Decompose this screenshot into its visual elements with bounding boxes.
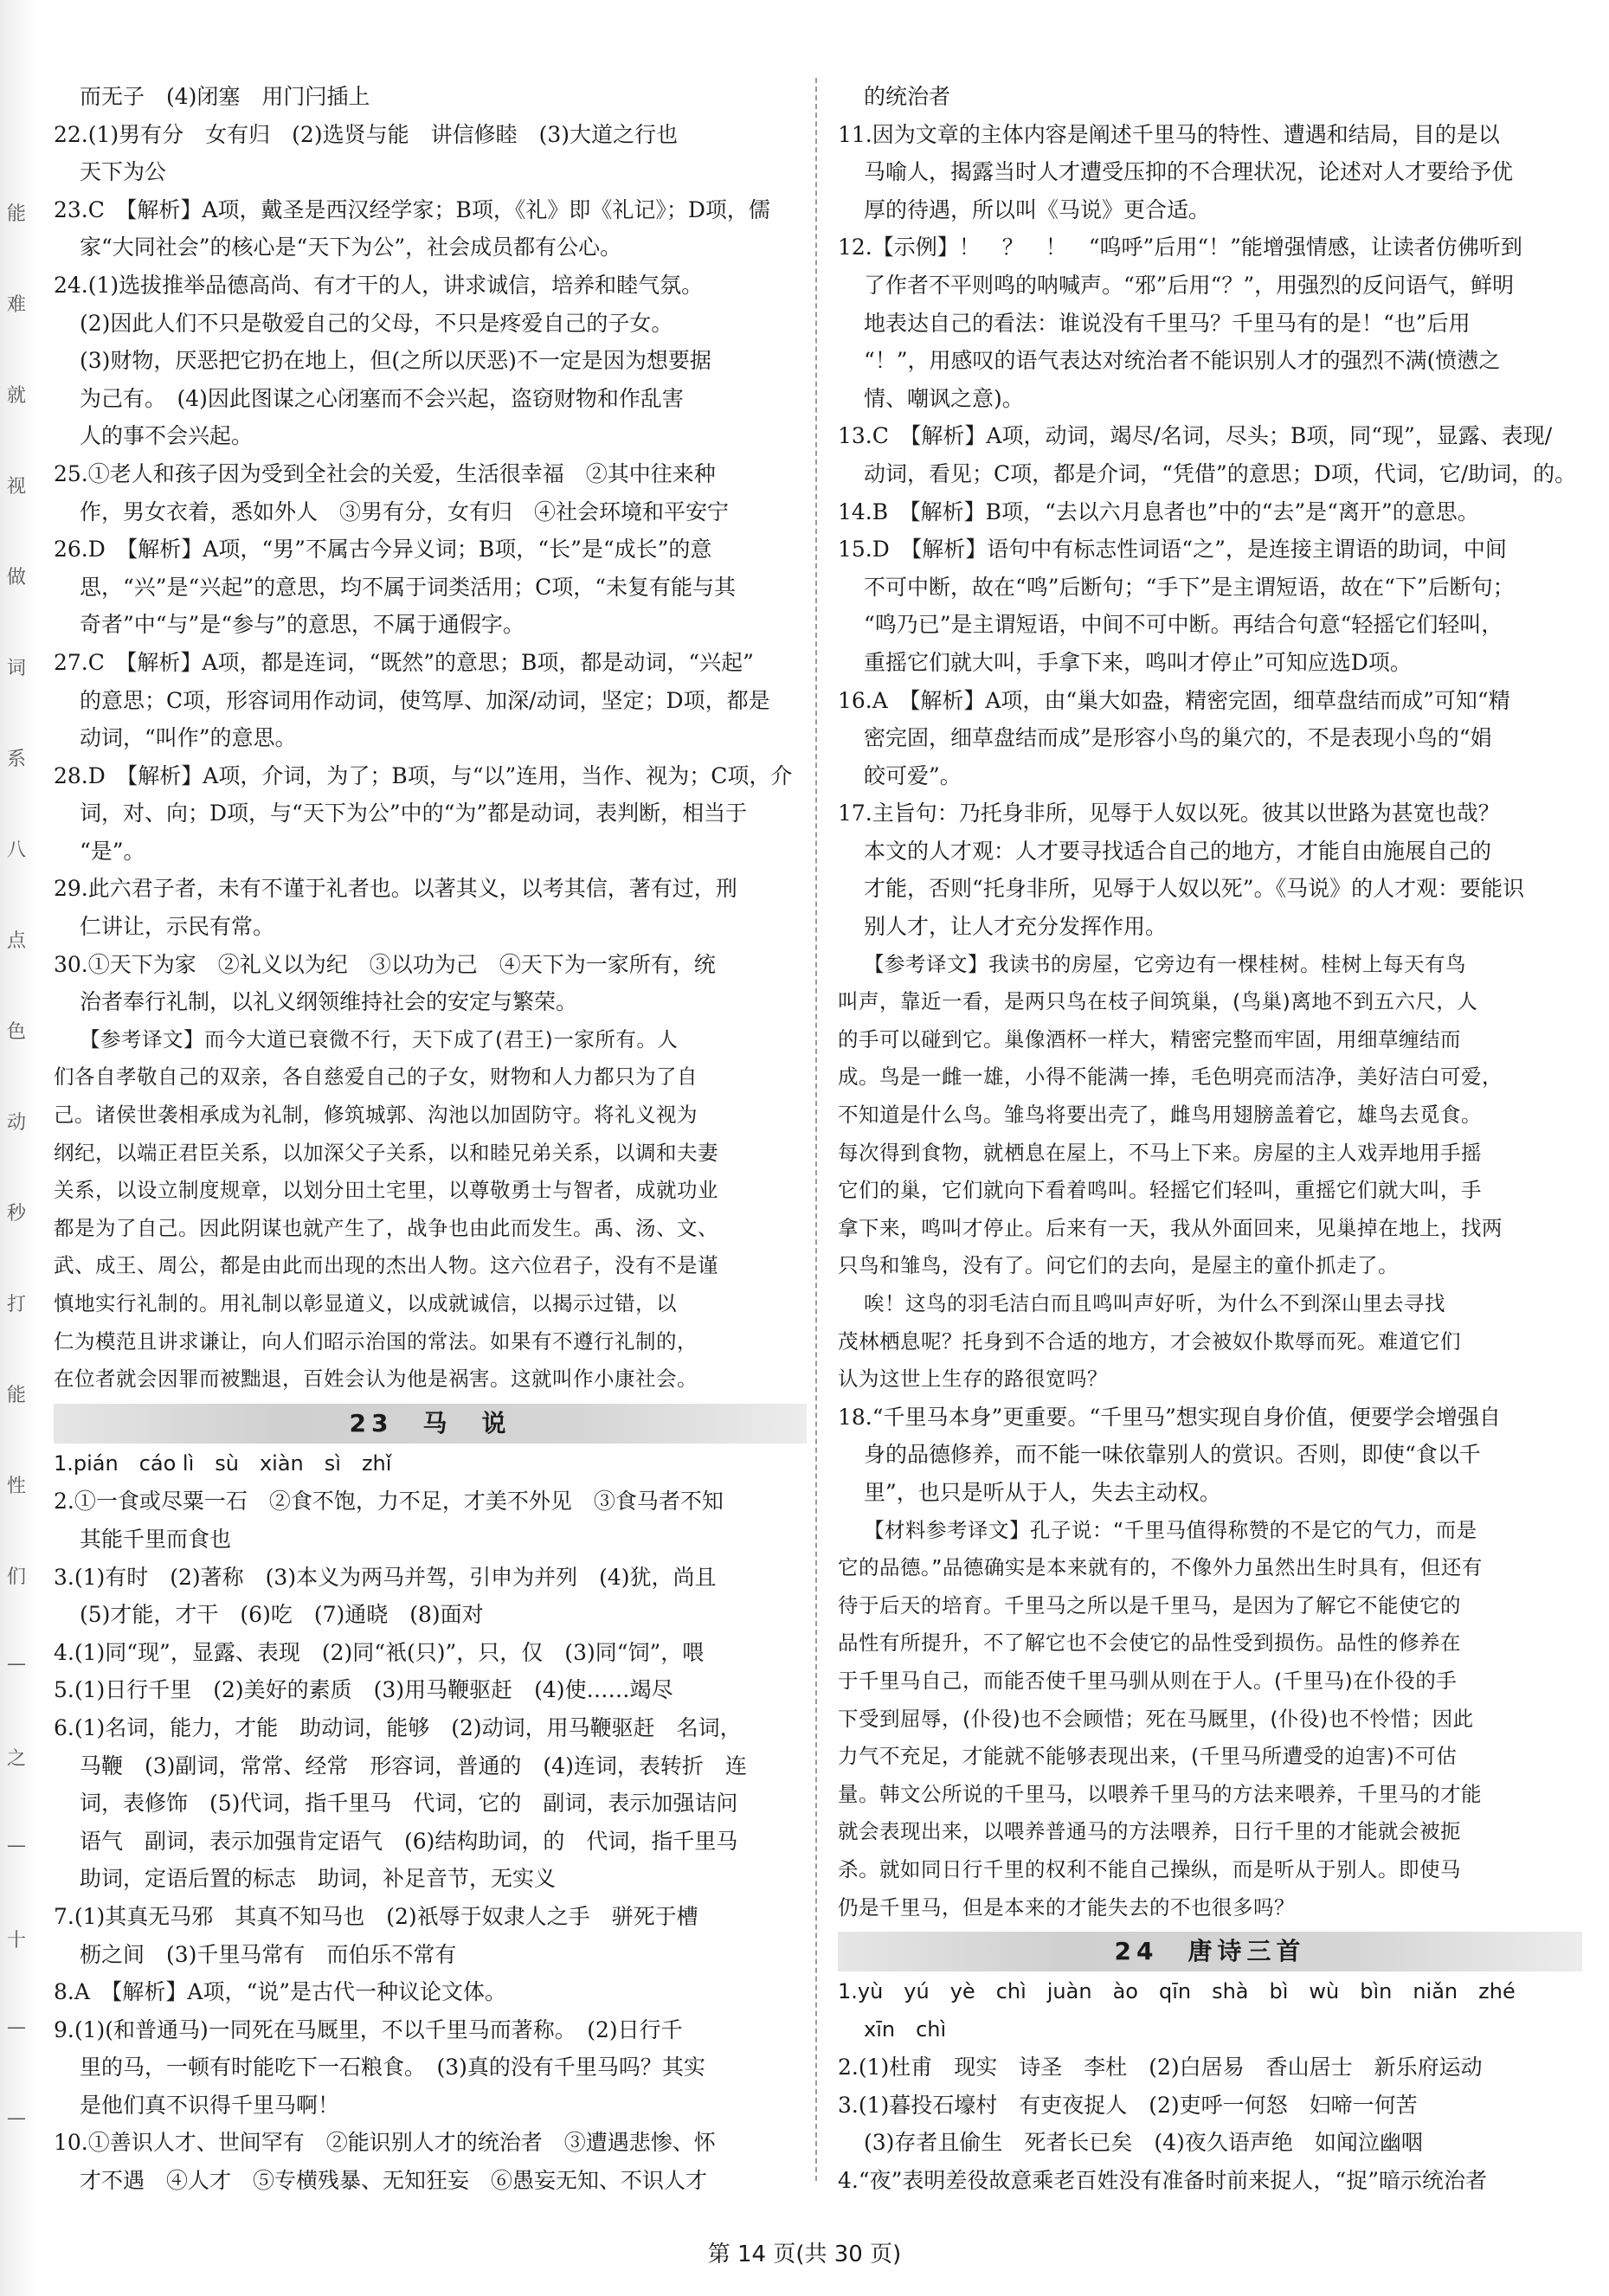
section-heading-24: 24 唐诗三首 bbox=[838, 1932, 1582, 1971]
text-line: 待于后天的培育。千里马之所以是千里马，是因为了解它不能使它的 bbox=[838, 1592, 1461, 1617]
text-line: 茂林栖息呢？托身到不合适的地方，才会被奴仆欺辱而死。难道它们 bbox=[838, 1328, 1461, 1354]
left-answers bbox=[54, 78, 807, 1399]
text-line: 身的品德修养，而不能一味依靠别人的赏识。否则，即使“食以千 bbox=[864, 1442, 1481, 1468]
left-answers-ma-shuo bbox=[54, 1445, 807, 2200]
text-line: 下受到屈辱，(仆役)也不会顾惜；死在马厩里，(仆役)也不怜惜；因此 bbox=[838, 1706, 1474, 1731]
text-line: 唉！这鸟的羽毛洁白而且鸣叫声好听，为什么不到深山里去寻找 bbox=[864, 1291, 1445, 1315]
text-line: 27.C 【解析】A项，都是连词，“既然”的意思；B项，都是动词，“兴起” bbox=[54, 649, 754, 675]
text-line: 量。韩文公所说的千里马，以喂养千里马的方法来喂养，千里马的才能 bbox=[838, 1781, 1482, 1806]
text-line: 都是为了自己。因此阴谋也就产生了，战争也由此而发生。禹、汤、文、 bbox=[54, 1215, 718, 1240]
text-line: 只鸟和雏鸟，没有了。问它们的去向，是屋主的童仆抓走了。 bbox=[838, 1253, 1399, 1278]
text-line: 29.此六君子者，未有不谨于礼者也。以著其义，以考其信，著有过，刑 bbox=[54, 876, 737, 902]
text-line: 9.(1)(和普通马)一同死在马厩里，不以千里马而著称。 (2)日行千 bbox=[54, 2016, 683, 2042]
text-line: 它的品德。”品德确实是本来就有的，不像外力虽然出生时具有，但还有 bbox=[838, 1555, 1483, 1580]
text-line: 本文的人才观：人才要寻找适合自己的地方，才能自由施展自己的 bbox=[864, 838, 1492, 864]
text-line: 们各自孝敬自己的双亲，各自慈爱自己的子女，财物和人力都只为了自 bbox=[54, 1064, 698, 1090]
margin-fragment: 能 bbox=[7, 203, 27, 225]
margin-fragment: 系 bbox=[7, 749, 27, 770]
text-line: 6.(1)名词，能力，才能 助动词，能够 (2)动词，用马鞭驱赶 名词， bbox=[54, 1714, 742, 1740]
text-line: 作，男女衣着，悉如外人 ③男有分，女有归 ④社会环境和平安宁 bbox=[80, 498, 730, 524]
text-line: 的统治者 bbox=[864, 84, 951, 109]
text-line: 词，对、向；D项，与“天下为公”中的“为”都是动词，表判断，相当于 bbox=[80, 801, 748, 826]
text-line: 认为这世上生存的路很宽吗？ bbox=[838, 1367, 1108, 1392]
text-line: 才不遇 ④人才 ⑤专横残暴、无知狂妄 ⑥愚妄无知、不识人才 bbox=[80, 2168, 708, 2194]
text-line: 杀。就如同日行千里的权利不能自己操纵，而是听从于别人。即使马 bbox=[838, 1856, 1461, 1881]
margin-fragment: — bbox=[7, 2016, 26, 2038]
text-line: (5)才能，才干 (6)吃 (7)通晓 (8)面对 bbox=[80, 1602, 484, 1628]
text-line: 武、成王、周公，都是由此而出现的杰出人物。这六位君子，没有不是谨 bbox=[54, 1253, 718, 1278]
text-line: 仁讲让，示民有常。 bbox=[80, 914, 275, 940]
text-line: 15.D 【解析】语句中有标志性词语“之”，是连接主谓语的助词，中间 bbox=[838, 537, 1507, 563]
text-line: 了作者不平则鸣的呐喊声。“邪”后用“？”，用强烈的反问语气，鲜明 bbox=[864, 272, 1515, 298]
text-line: 动词，“叫作”的意思。 bbox=[80, 725, 297, 751]
text-line: 叫声，靠近一看，是两只鸟在枝子间筑巢，(鸟巢)离地不到五六尺，人 bbox=[838, 989, 1478, 1014]
right-answers bbox=[838, 78, 1582, 1926]
text-line: 28.D 【解析】A项，介词，为了；B项，与“以”连用，当作、视为；C项，介 bbox=[54, 762, 793, 788]
text-line: 语气 副词，表示加强肯定语气 (6)结构助词，的 代词，指千里马 bbox=[80, 1828, 738, 1854]
text-line: 思，“兴”是“兴起”的意思，均不属于词类活用；C项，“未复有能与其 bbox=[80, 574, 737, 600]
text-line: 治者奉行礼制，以礼义纲领维持社会的安定与繁荣。 bbox=[80, 989, 578, 1015]
text-line: 1.yù yú yè chì juàn ào qīn shà bì wù bìn niǎn zhé bbox=[838, 1979, 1516, 2004]
margin-fragment: 就 bbox=[7, 385, 27, 407]
text-line: 里”，也只是听从于人，失去主动权。 bbox=[864, 1479, 1221, 1505]
text-line: 5.(1)日行千里 (2)美好的素质 (3)用马鞭驱赶 (4)使……竭尽 bbox=[54, 1677, 673, 1703]
text-line: 重摇它们就大叫，手拿下来，鸣叫才停止”可知应选D项。 bbox=[864, 649, 1412, 675]
text-line: 11.因为文章的主体内容是阐述千里马的特性、遭遇和结局，目的是以 bbox=[838, 121, 1500, 147]
text-line: 12.【示例】！ ？ ！ “呜呼”后用“！”能增强情感，让读者仿佛听到 bbox=[838, 235, 1522, 260]
left-column bbox=[54, 78, 807, 2200]
right-column bbox=[838, 78, 1582, 2200]
text-line: 17.主旨句：乃托身非所，见辱于人奴以死。彼其以世路为甚宽也哉？ bbox=[838, 801, 1500, 826]
text-line: 成。鸟是一雌一雄，小得不能满一捧，毛色明亮而洁净，美好洁白可爱， bbox=[838, 1064, 1503, 1090]
margin-fragment: 十 bbox=[7, 1930, 27, 1952]
text-line: 【材料参考译文】孔子说：“千里马值得称赞的不是它的气力，而是 bbox=[864, 1517, 1477, 1542]
text-line: “！”，用感叹的语气表达对统治者不能识别人才的强烈不满(愤懑之 bbox=[864, 348, 1501, 374]
text-line: 别人才，让人才充分发挥作用。 bbox=[864, 914, 1168, 940]
text-line: 【参考译文】而今大道已衰微不行，天下成了(君王)一家所有。人 bbox=[80, 1026, 679, 1052]
text-line: 于千里马自己，而能否使千里马驯从则在于人。(千里马)在仆役的手 bbox=[838, 1668, 1458, 1693]
text-line: 才能，否则“托身非所，见辱于人奴以死”。《马说》的人才观：要能识 bbox=[864, 876, 1525, 902]
text-line: 其能千里而食也 bbox=[80, 1526, 232, 1552]
text-line: 2.①一食或尽粟一石 ②食不饱，力不足，才美不外见 ③食马者不知 bbox=[54, 1489, 724, 1515]
margin-fragment: 动 bbox=[7, 1112, 27, 1134]
text-line: 纲纪，以端正君臣关系，以加深父子关系，以和睦兄弟关系，以调和夫妻 bbox=[54, 1140, 718, 1165]
text-line: (2)因此人们不只是敬爱自己的父母，不只是疼爱自己的子女。 bbox=[80, 310, 673, 336]
text-line: 动词，看见；C项，都是介词，“凭借”的意思；D项，代词，它/助词，的。 bbox=[864, 460, 1577, 486]
text-line: 14.B 【解析】B项，“去以六月息者也”中的“去”是“离开”的意思。 bbox=[838, 498, 1479, 524]
text-line: 不可中断，故在“鸣”后断句；“手下”是主谓短语，故在“下”后断句； bbox=[864, 574, 1515, 600]
margin-fragment: 之 bbox=[7, 1748, 27, 1770]
text-line: 4.(1)同“现”，显露、表现 (2)同“衹(只)”，只，仅 (3)同“饲”，喂 bbox=[54, 1639, 705, 1665]
text-line: (3)存者且偷生 死者长已矣 (4)夜久语声绝 如闻泣幽咽 bbox=[864, 2130, 1423, 2156]
margin-fragment: 能 bbox=[7, 1385, 27, 1406]
column-divider bbox=[815, 78, 817, 2181]
text-line: 助词，定语后置的标志 助词，补足音节，无实义 bbox=[80, 1866, 557, 1892]
text-line: 拿下来，鸣叫才停止。后来有一天，我从外面回来，见巢掉在地上，找两 bbox=[838, 1215, 1503, 1240]
text-line: 【参考译文】我读书的房屋，它旁边有一棵桂树。桂树上每天有鸟 bbox=[864, 951, 1466, 976]
text-line: 3.(1)有时 (2)著称 (3)本义为两马并驾，引申为并列 (4)犹，尚且 bbox=[54, 1564, 717, 1590]
text-line: 情、嘲讽之意)。 bbox=[864, 385, 1024, 411]
text-line: 词，表修饰 (5)代词，指千里马 代词，它的 副词，表示加强诘问 bbox=[80, 1791, 738, 1817]
text-line: 皎可爱”。 bbox=[864, 762, 962, 788]
text-line: 密完固，细草盘结而成”是形容小鸟的巢穴的，不是表现小鸟的“娟 bbox=[864, 725, 1492, 751]
text-line: 仍是千里马，但是本来的才能失去的不也很多吗？ bbox=[838, 1894, 1295, 1920]
text-line: 2.(1)杜甫 现实 诗圣 李杜 (2)白居易 香山居士 新乐府运动 bbox=[838, 2055, 1483, 2081]
text-line: (3)财物，厌恶把它扔在地上，但(之所以厌恶)不一定是因为想要据 bbox=[80, 348, 711, 374]
margin-fragment: — bbox=[7, 1835, 26, 1856]
text-line: 每次得到食物，就栖息在屋上，不马上下来。房屋的主人戏弄地用手摇 bbox=[838, 1140, 1482, 1165]
text-line: 1.pián cáo lì sù xiàn sì zhǐ bbox=[54, 1450, 392, 1476]
margin-fragment: 们 bbox=[7, 1566, 27, 1588]
margin-fragment: 性 bbox=[7, 1476, 27, 1497]
text-line: 23.C 【解析】A项，戴圣是西汉经学家；B项，《礼》即《礼记》；D项，儒 bbox=[54, 196, 770, 222]
text-line: 慎地实行礼制的。用礼制以彰显道义，以成就诚信，以揭示过错，以 bbox=[54, 1291, 677, 1315]
text-line: xīn chì bbox=[864, 2016, 947, 2042]
page-footer: 第 14 页(共 30 页) bbox=[707, 2241, 902, 2267]
margin-fragment: 点 bbox=[7, 930, 27, 952]
margin-fragment: — bbox=[7, 1653, 26, 1675]
text-line: 3.(1)暮投石壕村 有吏夜捉人 (2)吏呼一何怒 妇啼一何苦 bbox=[838, 2092, 1418, 2118]
margin-fragment: 打 bbox=[7, 1294, 27, 1315]
text-line: 仁为模范且讲求谦让，向人们昭示治国的常法。如果有不遵行礼制的， bbox=[54, 1328, 698, 1354]
text-line: 不知道是什么鸟。雏鸟将要出壳了，雌鸟用翅膀盖着它，雄鸟去觅食。 bbox=[838, 1103, 1482, 1128]
text-line: 马鞭 (3)副词，常常、经常 形容词，普通的 (4)连词，表转折 连 bbox=[80, 1753, 747, 1778]
text-line: 枥之间 (3)千里马常有 而伯乐不常有 bbox=[80, 1941, 457, 1967]
text-line: 22.(1)男有分 女有归 (2)选贤与能 讲信修睦 (3)大道之行也 bbox=[54, 121, 678, 147]
text-line: 30.①天下为家 ②礼义以为纪 ③以功为己 ④天下为一家所有，统 bbox=[54, 951, 716, 977]
binding-margin bbox=[0, 0, 38, 2296]
section-heading-23: 23 马 说 bbox=[54, 1404, 807, 1444]
text-line: “是”。 bbox=[80, 838, 145, 864]
margin-fragment: 八 bbox=[7, 839, 27, 861]
text-line: 就会表现出来，以喂养普通马的方法喂养，日行千里的才能就会被扼 bbox=[838, 1819, 1461, 1844]
margin-fragment: 词 bbox=[7, 658, 27, 679]
text-line: 品性有所提升，不了解它也不会使它的品性受到损伤。品性的修养在 bbox=[838, 1630, 1461, 1656]
text-line: 家“大同社会”的核心是“天下为公”，社会成员都有公心。 bbox=[80, 235, 622, 260]
text-line: 4.“夜”表明差役故意乘老百姓没有准备时前来捉人，“捉”暗示统治者 bbox=[838, 2168, 1487, 2194]
margin-fragment: 秒 bbox=[7, 1203, 27, 1225]
margin-fragment: 难 bbox=[7, 294, 27, 316]
text-line: 8.A 【解析】A项，“说”是古代一种议论文体。 bbox=[54, 1979, 507, 2005]
margin-fragment: 做 bbox=[7, 567, 27, 588]
text-line: 18.“千里马本身”更重要。“千里马”想实现自身价值，便要学会增强自 bbox=[838, 1404, 1501, 1430]
margin-fragment: — bbox=[7, 2107, 26, 2129]
text-line: “鸣乃已”是主谓短语，中间不可中断。再结合句意“轻摇它们轻叫， bbox=[864, 612, 1503, 638]
text-line: 它们的巢，它们就向下看着鸣叫。轻摇它们轻叫，重摇它们就大叫，手 bbox=[838, 1178, 1482, 1203]
text-line: 奇者”中“与”是“参与”的意思，不属于通假字。 bbox=[80, 612, 525, 638]
text-line: 26.D 【解析】A项，“男”不属古今异义词；B项，“长”是“成长”的意 bbox=[54, 537, 712, 563]
text-line: 人的事不会兴起。 bbox=[80, 423, 254, 449]
text-line: 天下为公 bbox=[80, 159, 167, 185]
text-line: 13.C 【解析】A项，动词，竭尽/名词，尽头；B项，同“现”，显露、表现/ bbox=[838, 423, 1553, 449]
margin-fragment: 色 bbox=[7, 1021, 27, 1043]
text-line: 的手可以碰到它。巢像酒杯一样大，精密完整而牢固，用细草缠结而 bbox=[838, 1026, 1461, 1052]
text-line: 在位者就会因罪而被黜退，百姓会认为他是祸害。这就叫作小康社会。 bbox=[54, 1367, 698, 1392]
text-line: 7.(1)其真无马邪 其真不知马也 (2)祇辱于奴隶人之手 骈死于槽 bbox=[54, 1903, 698, 1929]
text-line: 的意思；C项，形容词用作动词，使笃厚、加深/动词，坚定；D项，都是 bbox=[80, 687, 770, 713]
text-line: 里的马，一顿有时能吃下一石粮食。 (3)真的没有千里马吗？其实 bbox=[80, 2055, 705, 2081]
text-line: 16.A 【解析】A项，由“巢大如盎，精密完固，细草盘结而成”可知“精 bbox=[838, 687, 1510, 713]
text-line: 为己有。 (4)因此图谋之心闭塞而不会兴起，盗窃财物和作乱害 bbox=[80, 385, 684, 411]
text-line: 力气不充足，才能就不能够表现出来，(千里马所遭受的迫害)不可估 bbox=[838, 1744, 1458, 1769]
text-line: 厚的待遇，所以叫《马说》更合适。 bbox=[864, 196, 1211, 222]
margin-fragment: 视 bbox=[7, 476, 27, 498]
text-line: 24.(1)选拔推举品德高尚、有才干的人，讲求诚信，培养和睦气氛。 bbox=[54, 272, 704, 298]
text-line: 地表达自己的看法：谁说没有千里马？千里马有的是！“也”后用 bbox=[864, 310, 1471, 336]
text-line: 己。诸侯世袭相承成为礼制，修筑城郭、沟池以加固防守。将礼义视为 bbox=[54, 1103, 698, 1128]
text-line: 关系，以设立制度规章，以划分田土宅里，以尊敬勇士与智者，成就功业 bbox=[54, 1178, 718, 1203]
text-line: 马喻人，揭露当时人才遭受压抑的不合理状况，论述对人才要给予优 bbox=[864, 159, 1514, 185]
text-line: 而无子 (4)闭塞 用门闩插上 bbox=[80, 84, 370, 109]
right-answers-tang-poems bbox=[838, 1973, 1582, 2200]
text-line: 25.①老人和孩子因为受到全社会的关爱，生活很幸福 ②其中往来种 bbox=[54, 460, 716, 486]
text-line: 10.①善识人才、世间罕有 ②能识别人才的统治者 ③遭遇悲惨、怀 bbox=[54, 2130, 716, 2156]
text-line: 是他们真不识得千里马啊！ bbox=[80, 2092, 340, 2118]
